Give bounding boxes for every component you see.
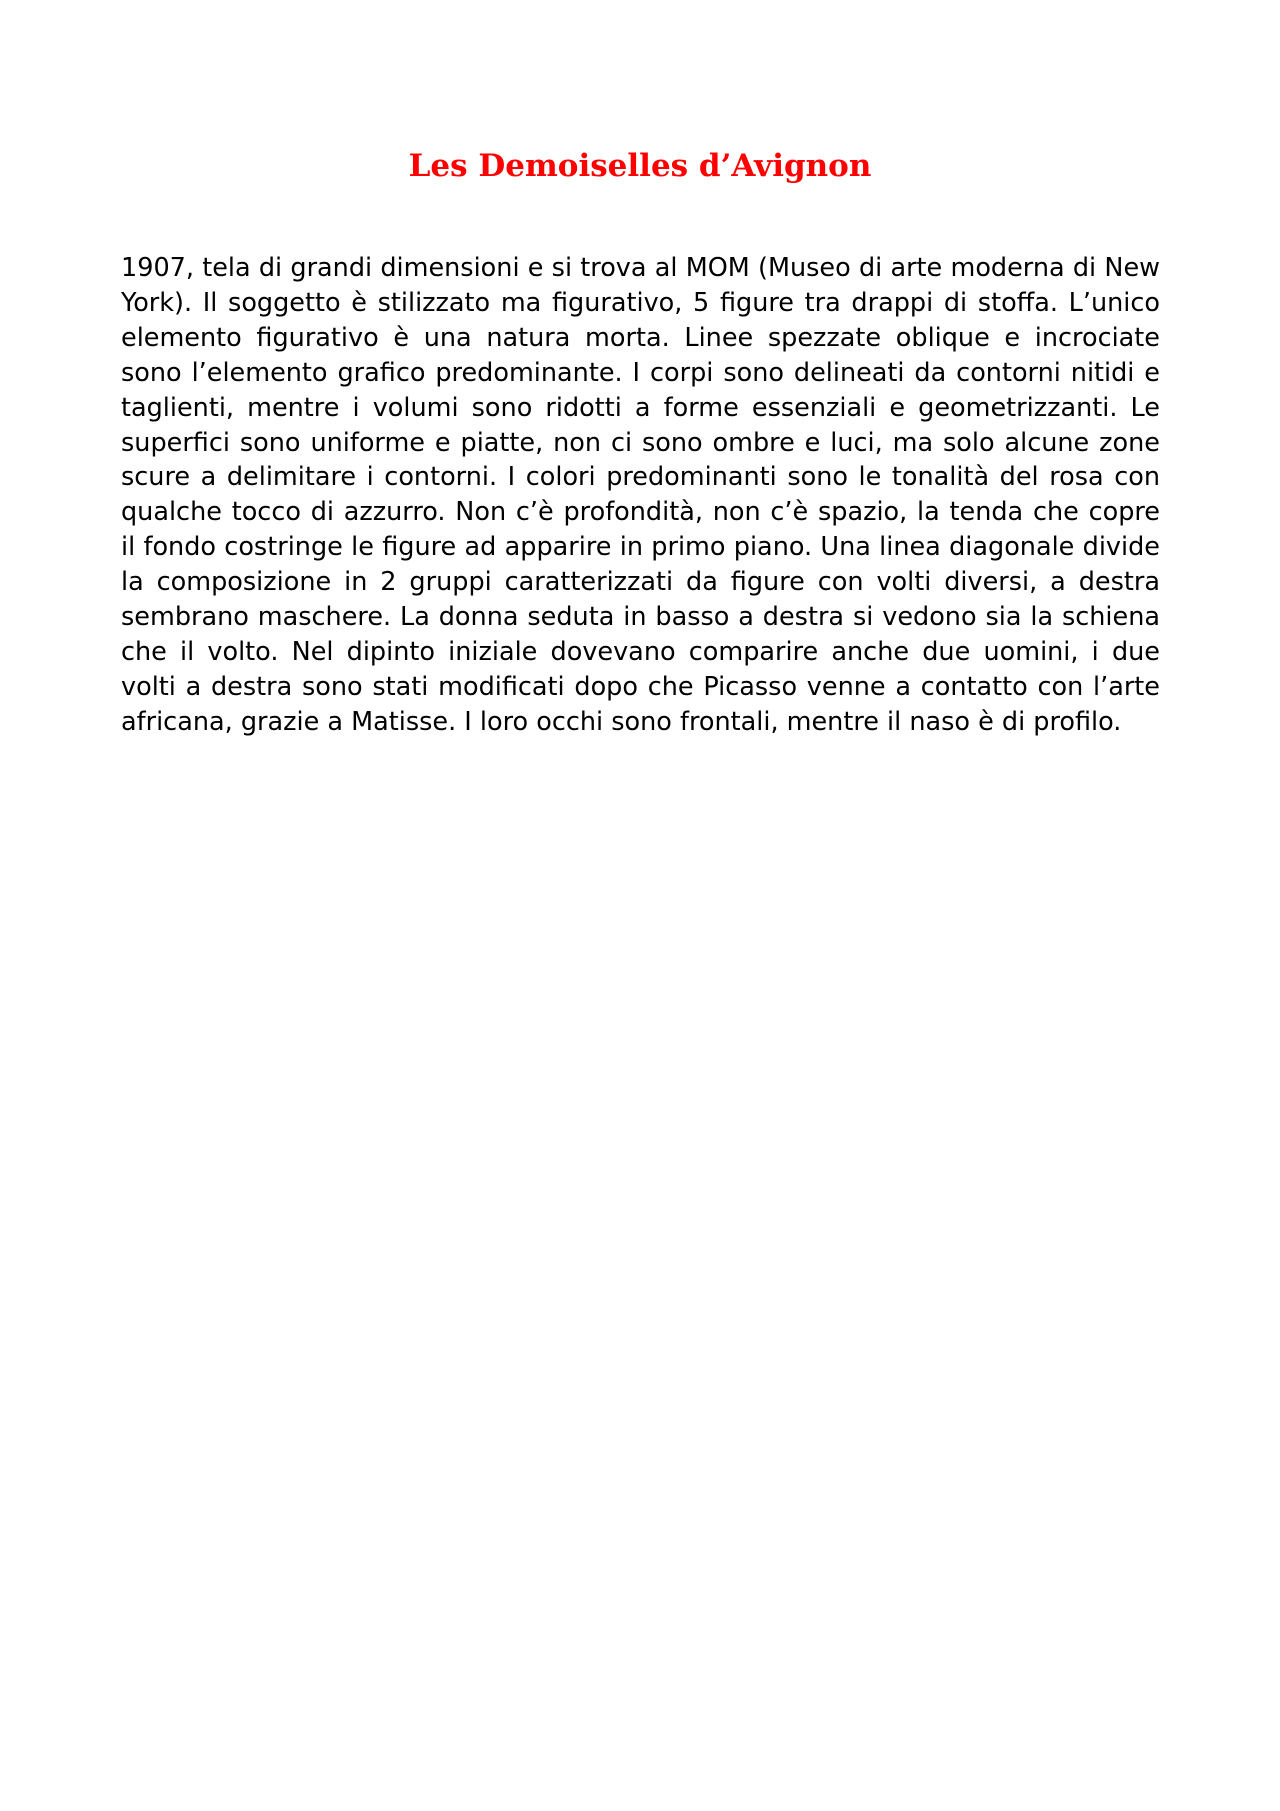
document-title: Les Demoiselles d’Avignon [408,148,872,184]
body-paragraph: 1907, tela di grandi dimensioni e si trova al MOM (Museo di arte moderna di New York). Il soggetto è stilizzato ma figurativo, 5 figure tra drappi di stoffa. L’unico elemento figurativo è una natura morta. Linee spezzate oblique e incrociate sono l’elemento grafico predominante. I corpi sono delineati da contorni nitidi e taglienti, mentre i volumi sono ridotti a forme essenziali e geometrizzanti. Le superfici sono uniforme e piatte, non ci sono ombre e luci, ma solo alcune zone scure a delimitare i contorni. I colori predominanti sono le tonalità del rosa con qualche tocco di azzurro. Non c’è profondità, non c’è spazio, la tenda che copre il fondo costringe le figure ad apparire in primo piano. Una linea diagonale divide la composizione in 2 gruppi caratterizzati da figure con volti diversi, a destra sembrano maschere. La donna seduta in basso a destra si vedono sia la schiena che il volto. Nel dipinto iniziale dovevano comparire anche due uomini, i due volti a destra sono stati modificati dopo che Picasso venne a contatto con l’arte africana, grazie a Matisse. I loro occhi sono frontali, mentre il naso è di profilo. [121,253,1160,737]
